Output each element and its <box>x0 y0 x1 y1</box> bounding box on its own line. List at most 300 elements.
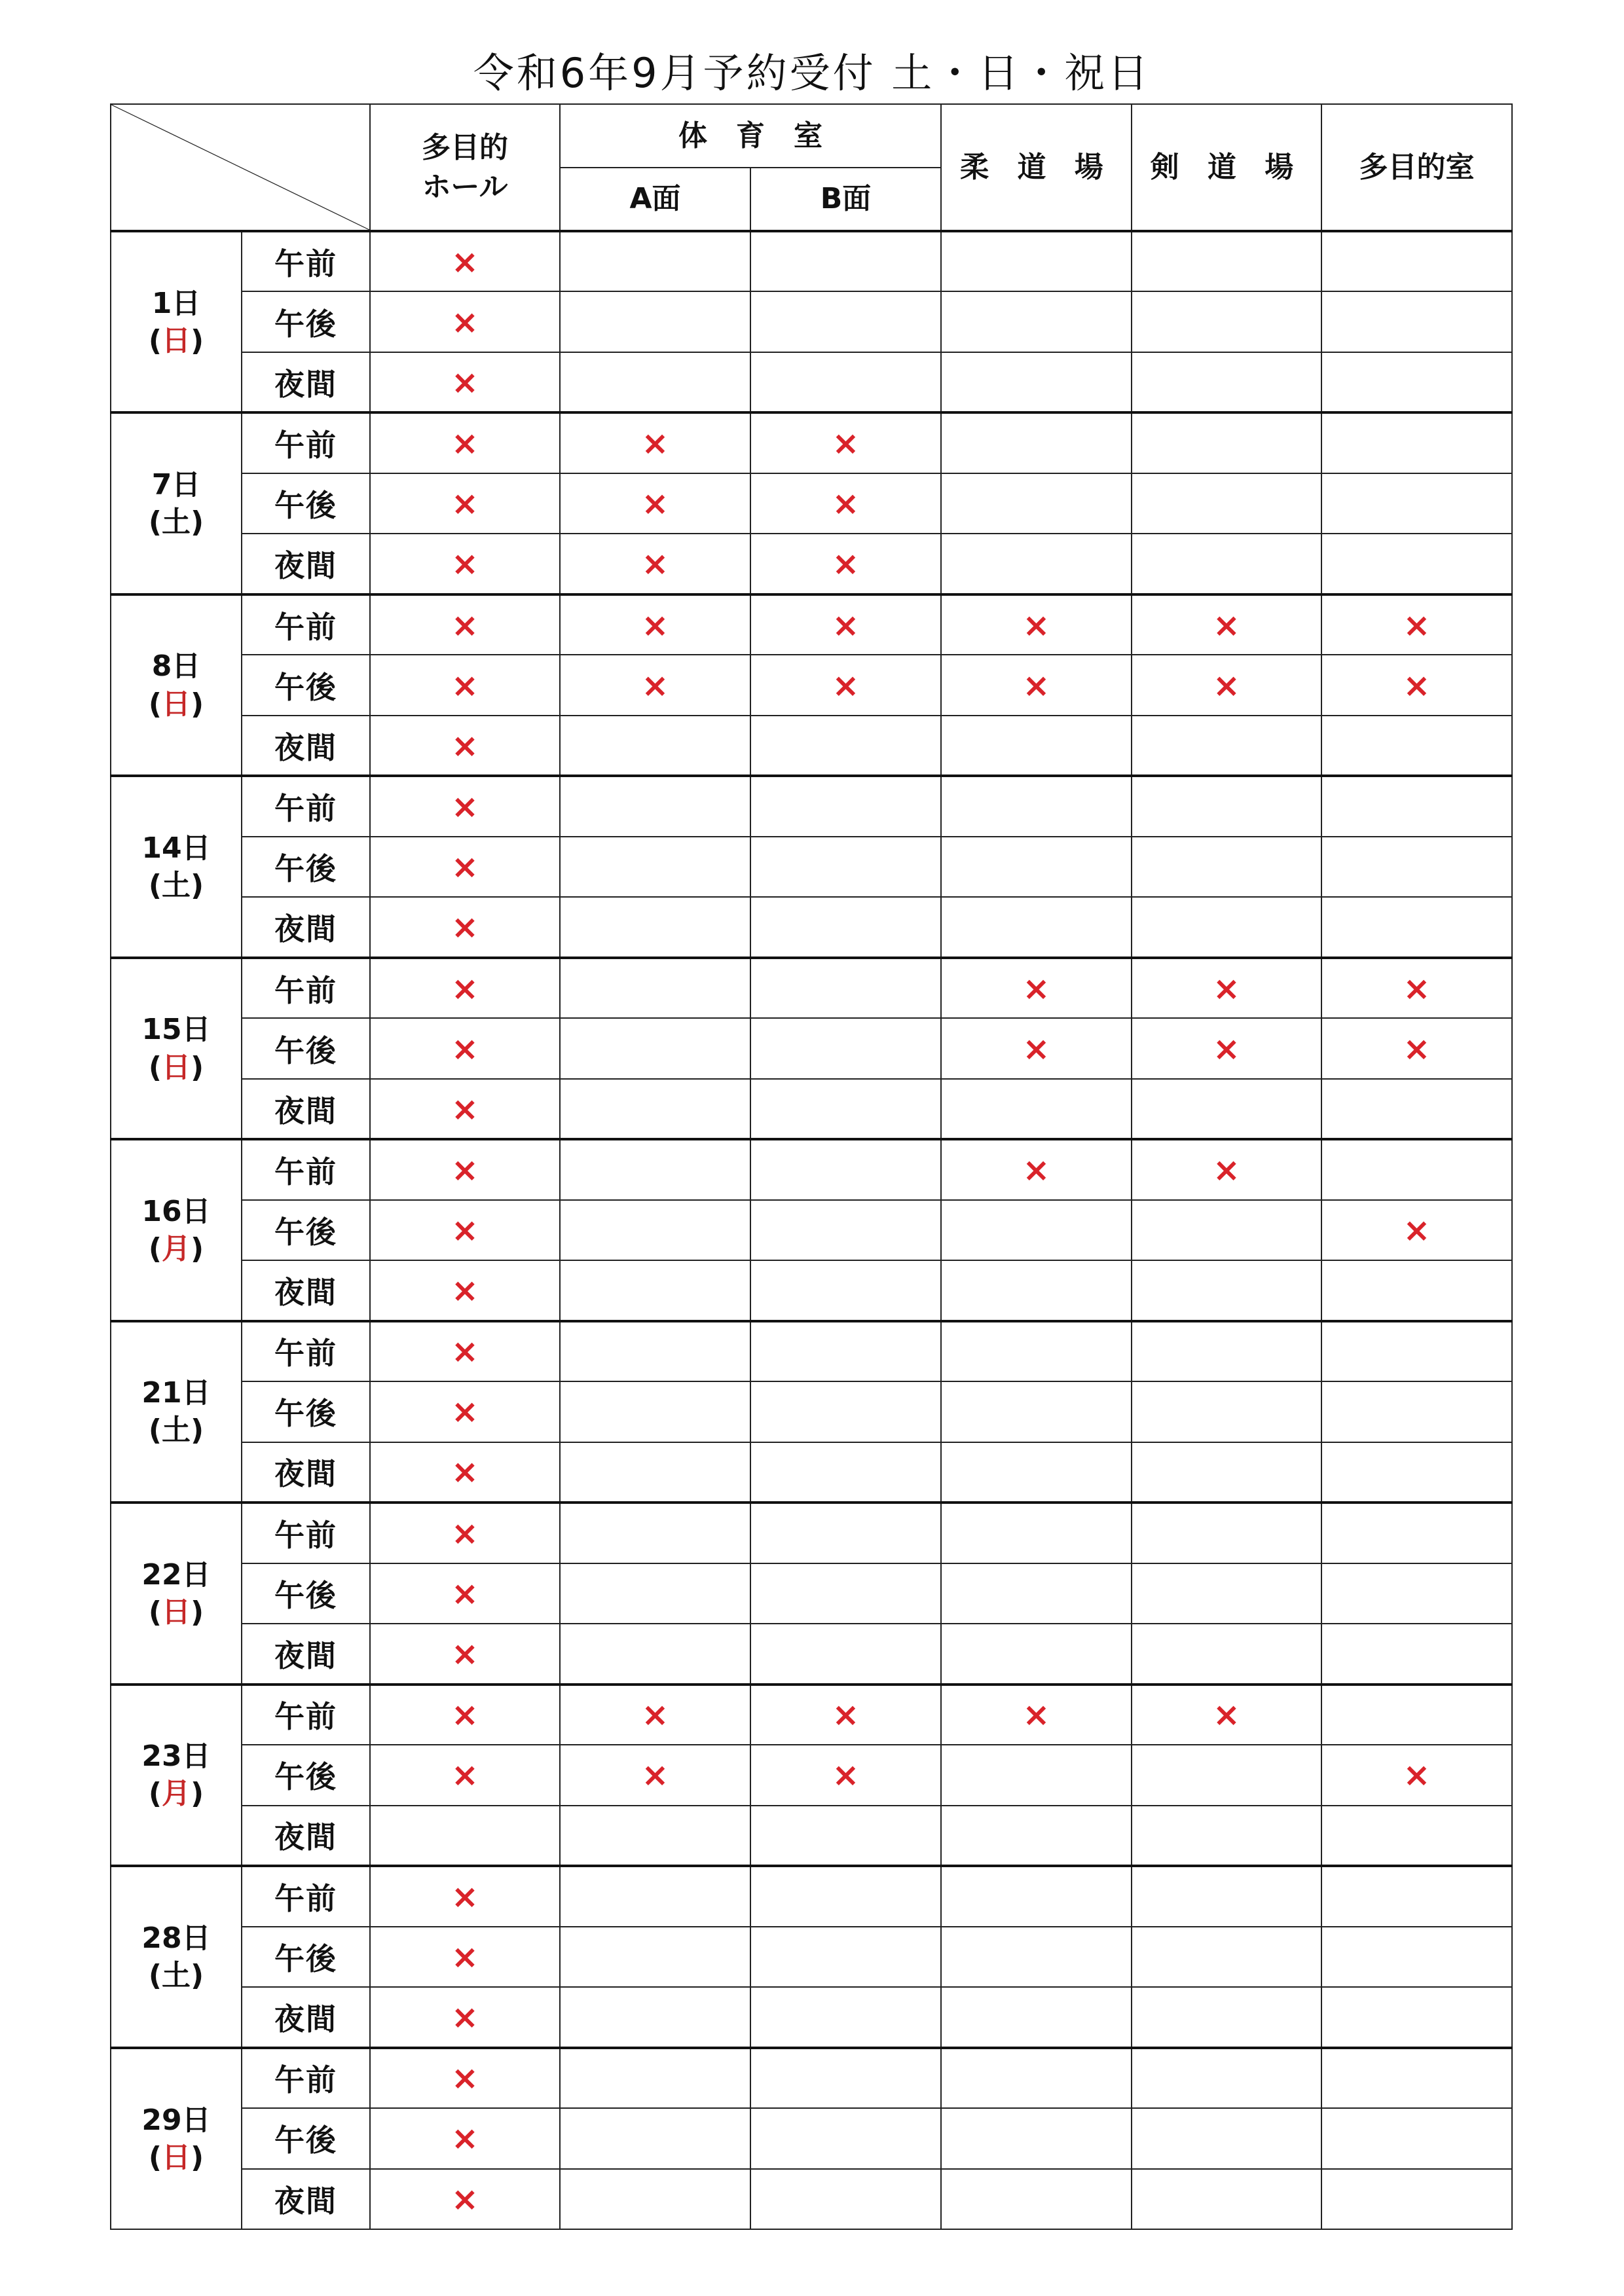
booked-mark-icon: × <box>451 2119 479 2158</box>
paren-open: ( <box>148 687 162 721</box>
date-cell <box>111 412 242 594</box>
booking-cell-multi_room <box>1321 1685 1512 1745</box>
table-row <box>111 1927 1512 1987</box>
time-slot-label: 午前 <box>242 776 370 836</box>
booking-cell-kendo <box>1132 473 1321 534</box>
booked-mark-icon: × <box>451 666 479 704</box>
booking-cell-judo <box>941 1927 1132 1987</box>
booking-cell-gym_a <box>560 1260 750 1321</box>
time-slot-label: 夜間 <box>242 1260 370 1321</box>
time-slot-label: 夜間 <box>242 1624 370 1684</box>
booking-cell-multi_room <box>1321 958 1512 1018</box>
booked-mark-icon: × <box>1213 606 1240 644</box>
booking-cell-kendo <box>1132 1987 1321 2047</box>
date-day: 22日 <box>141 1558 211 1592</box>
booked-mark-icon: × <box>1213 1696 1240 1734</box>
table-row <box>111 1381 1512 1442</box>
time-slot-label: 午後 <box>242 1200 370 1260</box>
booked-mark-icon: × <box>641 484 669 523</box>
booked-mark-icon: × <box>451 1696 479 1734</box>
booking-cell-multi_room <box>1321 716 1512 776</box>
table-row <box>111 1079 1512 1139</box>
paren-close: ) <box>191 869 204 903</box>
booked-mark-icon: × <box>641 545 669 583</box>
booking-cell-kendo <box>1132 1685 1321 1745</box>
booking-cell-gym_a <box>560 231 750 291</box>
time-slot-label: 夜間 <box>242 2169 370 2230</box>
booking-cell-gym_a <box>560 291 750 352</box>
booking-cell-kendo <box>1132 1624 1321 1684</box>
time-slot-label: 午前 <box>242 958 370 1018</box>
booking-cell-gym_b <box>750 1079 941 1139</box>
booked-mark-icon: × <box>451 242 479 281</box>
paren-open: ( <box>148 323 162 357</box>
paren-open: ( <box>148 1050 162 1084</box>
date-weekday-line <box>111 2139 241 2176</box>
booked-mark-icon: × <box>1213 666 1240 704</box>
table-row <box>111 1866 1512 1926</box>
booking-cell-gym_b <box>750 1806 941 1866</box>
booking-cell-kendo <box>1132 1927 1321 1987</box>
booking-cell-multi_room <box>1321 1200 1512 1260</box>
booked-mark-icon: × <box>451 424 479 463</box>
booking-cell-gym_b <box>750 1624 941 1684</box>
booking-cell-gym_a <box>560 412 750 473</box>
booking-cell-kendo <box>1132 2048 1321 2108</box>
table-row <box>111 412 1512 473</box>
time-slot-label: 午前 <box>242 1685 370 1745</box>
time-slot-label: 午前 <box>242 594 370 655</box>
table-row <box>111 473 1512 534</box>
booking-cell-multi_room <box>1321 1018 1512 1078</box>
header-corner-cell <box>111 104 370 231</box>
booked-mark-icon: × <box>1403 1211 1431 1249</box>
booking-cell-hall <box>370 1503 560 1563</box>
booked-mark-icon: × <box>451 1332 479 1371</box>
paren-close: ) <box>191 1231 204 1266</box>
booking-cell-gym_a <box>560 1321 750 1381</box>
paren-close: ) <box>191 1777 204 1811</box>
booking-cell-kendo <box>1132 1018 1321 1078</box>
booked-mark-icon: × <box>451 484 479 523</box>
booked-mark-icon: × <box>1022 1696 1050 1734</box>
booking-cell-gym_b <box>750 594 941 655</box>
date-day: 15日 <box>141 1013 211 1047</box>
booking-cell-gym_a <box>560 2108 750 2168</box>
booking-cell-gym_b <box>750 412 941 473</box>
page-title: 令和6年9月予約受付 土・日・祝日 <box>473 49 1151 97</box>
booking-cell-gym_b <box>750 837 941 897</box>
booking-cell-gym_a <box>560 352 750 412</box>
booked-mark-icon: × <box>451 726 479 765</box>
booking-cell-multi_room <box>1321 1624 1512 1684</box>
booking-cell-gym_b <box>750 2048 941 2108</box>
time-slot-label: 午後 <box>242 1563 370 1624</box>
booked-mark-icon: × <box>832 545 860 583</box>
booking-cell-hall <box>370 1563 560 1624</box>
paren-close: ) <box>191 687 204 721</box>
paren-close: ) <box>191 1413 204 1448</box>
booked-mark-icon: × <box>832 666 860 704</box>
booking-cell-judo <box>941 1200 1132 1260</box>
booking-cell-gym_a <box>560 958 750 1018</box>
booking-cell-multi_room <box>1321 1321 1512 1381</box>
booking-cell-gym_b <box>750 1745 941 1805</box>
booked-mark-icon: × <box>1022 606 1050 644</box>
booking-cell-gym_b <box>750 1321 941 1381</box>
booking-cell-kendo <box>1132 1866 1321 1926</box>
booked-mark-icon: × <box>451 1089 479 1128</box>
time-slot-label: 午前 <box>242 1139 370 1199</box>
date-day: 28日 <box>141 1921 211 1955</box>
booked-mark-icon: × <box>451 1453 479 1491</box>
time-slot-label: 夜間 <box>242 1987 370 2047</box>
booking-cell-gym_a <box>560 655 750 715</box>
booking-cell-hall <box>370 958 560 1018</box>
booking-cell-gym_b <box>750 1381 941 1442</box>
booking-cell-multi_room <box>1321 776 1512 836</box>
booked-mark-icon: × <box>1403 606 1431 644</box>
date-day: 29日 <box>141 2103 211 2137</box>
table-row <box>111 1260 1512 1321</box>
booking-cell-judo <box>941 2169 1132 2230</box>
table-row <box>111 897 1512 957</box>
booking-cell-gym_a <box>560 897 750 957</box>
booking-cell-gym_b <box>750 1866 941 1926</box>
booking-cell-multi_room <box>1321 1987 1512 2047</box>
booking-cell-hall <box>370 594 560 655</box>
booking-cell-multi_room <box>1321 594 1512 655</box>
booking-cell-kendo <box>1132 1745 1321 1805</box>
date-weekday: 日 <box>162 1050 191 1084</box>
booking-cell-multi_room <box>1321 291 1512 352</box>
table-row <box>111 2048 1512 2108</box>
booking-cell-gym_a <box>560 534 750 594</box>
date-cell <box>111 958 242 1139</box>
table-row <box>111 352 1512 412</box>
booking-cell-hall <box>370 1200 560 1260</box>
booking-cell-multi_room <box>1321 1745 1512 1805</box>
date-weekday-line <box>111 1775 241 1812</box>
table-row <box>111 1987 1512 2047</box>
booking-cell-gym_b <box>750 1139 941 1199</box>
time-slot-label: 午前 <box>242 412 370 473</box>
booking-cell-kendo <box>1132 716 1321 776</box>
booked-mark-icon: × <box>641 606 669 644</box>
time-slot-label: 午後 <box>242 291 370 352</box>
booking-cell-judo <box>941 776 1132 836</box>
booking-cell-judo <box>941 1139 1132 1199</box>
booked-mark-icon: × <box>1022 969 1050 1008</box>
time-slot-label: 夜間 <box>242 716 370 776</box>
booking-cell-gym_a <box>560 1018 750 1078</box>
paren-open: ( <box>148 505 162 539</box>
booking-cell-judo <box>941 1685 1132 1745</box>
booking-cell-judo <box>941 1260 1132 1321</box>
date-weekday: 土 <box>162 1413 191 1448</box>
booking-cell-judo <box>941 1018 1132 1078</box>
time-slot-label: 夜間 <box>242 1806 370 1866</box>
time-slot-label: 夜間 <box>242 1442 370 1503</box>
booking-cell-multi_room <box>1321 1927 1512 1987</box>
booking-cell-multi_room <box>1321 1079 1512 1139</box>
booking-cell-judo <box>941 1745 1132 1805</box>
booked-mark-icon: × <box>451 1029 479 1068</box>
booking-cell-judo <box>941 231 1132 291</box>
table-row <box>111 594 1512 655</box>
booking-cell-gym_a <box>560 1987 750 2047</box>
booking-cell-multi_room <box>1321 897 1512 957</box>
booking-cell-hall <box>370 1866 560 1926</box>
booking-cell-gym_b <box>750 776 941 836</box>
booking-cell-judo <box>941 594 1132 655</box>
time-slot-label: 午前 <box>242 1321 370 1381</box>
booking-cell-judo <box>941 1079 1132 1139</box>
paren-open: ( <box>148 1777 162 1811</box>
booked-mark-icon: × <box>451 908 479 947</box>
table-row <box>111 1745 1512 1805</box>
booking-cell-kendo <box>1132 837 1321 897</box>
booking-cell-kendo <box>1132 1442 1321 1503</box>
time-slot-label: 午後 <box>242 1745 370 1805</box>
booking-cell-multi_room <box>1321 1866 1512 1926</box>
booked-mark-icon: × <box>1403 969 1431 1008</box>
time-slot-label: 夜間 <box>242 352 370 412</box>
booking-cell-multi_room <box>1321 1503 1512 1563</box>
booking-cell-hall <box>370 291 560 352</box>
booking-cell-kendo <box>1132 1503 1321 1563</box>
booking-cell-gym_b <box>750 1200 941 1260</box>
booking-cell-kendo <box>1132 958 1321 1018</box>
table-row <box>111 1321 1512 1381</box>
booking-cell-hall <box>370 412 560 473</box>
booking-cell-multi_room <box>1321 1260 1512 1321</box>
header-multi-room-label: 多目的室 <box>1359 150 1475 184</box>
booking-cell-multi_room <box>1321 2169 1512 2230</box>
time-slot-label: 夜間 <box>242 534 370 594</box>
booked-mark-icon: × <box>451 363 479 401</box>
date-cell <box>111 776 242 957</box>
booking-cell-gym_b <box>750 716 941 776</box>
booking-cell-gym_b <box>750 655 941 715</box>
booking-cell-multi_room <box>1321 1381 1512 1442</box>
booked-mark-icon: × <box>451 1756 479 1795</box>
booking-cell-gym_a <box>560 1200 750 1260</box>
header-multi-room <box>1321 104 1512 231</box>
date-cell <box>111 1139 242 1321</box>
booking-cell-kendo <box>1132 231 1321 291</box>
booking-cell-gym_a <box>560 1503 750 1563</box>
booked-mark-icon: × <box>1022 1151 1050 1189</box>
date-weekday-line <box>111 1230 241 1267</box>
booking-cell-gym_b <box>750 1927 941 1987</box>
date-weekday-line <box>111 1594 241 1631</box>
booking-cell-multi_room <box>1321 1563 1512 1624</box>
booking-cell-kendo <box>1132 291 1321 352</box>
booking-cell-gym_a <box>560 1381 750 1442</box>
booking-cell-gym_a <box>560 716 750 776</box>
booking-cell-multi_room <box>1321 534 1512 594</box>
booked-mark-icon: × <box>1403 1756 1431 1795</box>
booked-mark-icon: × <box>451 1393 479 1431</box>
booked-mark-icon: × <box>451 1634 479 1673</box>
booked-mark-icon: × <box>451 1151 479 1189</box>
booking-cell-kendo <box>1132 2169 1321 2230</box>
booking-cell-kendo <box>1132 776 1321 836</box>
booking-cell-gym_a <box>560 473 750 534</box>
booked-mark-icon: × <box>451 606 479 644</box>
booking-cell-multi_room <box>1321 1442 1512 1503</box>
booked-mark-icon: × <box>451 1997 479 2036</box>
booking-cell-judo <box>941 1503 1132 1563</box>
date-weekday: 土 <box>162 869 191 903</box>
corner-diagonal-line <box>111 105 369 230</box>
table-row <box>111 655 1512 715</box>
booking-cell-kendo <box>1132 1139 1321 1199</box>
header-gym <box>560 104 941 168</box>
table-row <box>111 1503 1512 1563</box>
booked-mark-icon: × <box>451 2179 479 2218</box>
booking-cell-gym_a <box>560 1685 750 1745</box>
booking-cell-gym_a <box>560 837 750 897</box>
booking-cell-hall <box>370 2048 560 2108</box>
booking-cell-hall <box>370 897 560 957</box>
booked-mark-icon: × <box>832 484 860 523</box>
paren-close: ) <box>191 505 204 539</box>
booking-cell-kendo <box>1132 412 1321 473</box>
paren-close: ) <box>191 2140 204 2174</box>
date-weekday-line <box>111 1412 241 1449</box>
booked-mark-icon: × <box>1022 666 1050 704</box>
date-day: 16日 <box>141 1194 211 1228</box>
paren-open: ( <box>148 1595 162 1629</box>
booking-cell-multi_room <box>1321 231 1512 291</box>
time-slot-label: 午後 <box>242 2108 370 2168</box>
booking-cell-gym_b <box>750 1442 941 1503</box>
booking-cell-judo <box>941 1624 1132 1684</box>
table-row <box>111 291 1512 352</box>
booking-cell-hall <box>370 534 560 594</box>
booking-cell-gym_b <box>750 473 941 534</box>
booking-cell-hall <box>370 2169 560 2230</box>
table-row <box>111 958 1512 1018</box>
booking-cell-judo <box>941 1987 1132 2047</box>
table-row <box>111 1139 1512 1199</box>
booking-cell-multi_room <box>1321 352 1512 412</box>
paren-close: ) <box>191 1958 204 1992</box>
date-weekday: 日 <box>162 323 191 357</box>
booking-cell-kendo <box>1132 1563 1321 1624</box>
booking-cell-hall <box>370 1260 560 1321</box>
time-slot-label: 午後 <box>242 1018 370 1078</box>
booking-cell-kendo <box>1132 1260 1321 1321</box>
booked-mark-icon: × <box>451 969 479 1008</box>
booking-cell-hall <box>370 837 560 897</box>
booking-cell-judo <box>941 412 1132 473</box>
header-judo-label: 柔 道 場 <box>960 150 1113 184</box>
time-slot-label: 午後 <box>242 837 370 897</box>
date-cell <box>111 1503 242 1684</box>
booking-cell-gym_b <box>750 231 941 291</box>
time-slot-label: 午前 <box>242 2048 370 2108</box>
reservation-table-container <box>110 103 1511 2230</box>
booking-cell-kendo <box>1132 655 1321 715</box>
table-row <box>111 1018 1512 1078</box>
date-weekday-line <box>111 503 241 541</box>
table-row <box>111 1563 1512 1624</box>
date-cell <box>111 1685 242 1866</box>
booked-mark-icon: × <box>832 424 860 463</box>
booked-mark-icon: × <box>451 1937 479 1976</box>
table-row <box>111 534 1512 594</box>
header-gym-label: 体 育 室 <box>678 118 822 153</box>
booking-cell-hall <box>370 473 560 534</box>
table-row <box>111 231 1512 291</box>
booked-mark-icon: × <box>451 788 479 826</box>
booked-mark-icon: × <box>451 1271 479 1309</box>
date-weekday: 日 <box>162 1595 191 1629</box>
booked-mark-icon: × <box>1403 1029 1431 1068</box>
table-row <box>111 1624 1512 1684</box>
date-weekday: 月 <box>162 1777 191 1811</box>
table-row <box>111 837 1512 897</box>
booking-cell-kendo <box>1132 1381 1321 1442</box>
header-judo <box>941 104 1132 231</box>
booking-cell-kendo <box>1132 594 1321 655</box>
booked-mark-icon: × <box>1022 1029 1050 1068</box>
booking-cell-gym_a <box>560 1563 750 1624</box>
header-gym-b <box>750 168 941 231</box>
header-hall-label: 多目的 ホール <box>422 131 508 204</box>
table-row <box>111 1442 1512 1503</box>
booking-cell-kendo <box>1132 1806 1321 1866</box>
booking-cell-kendo <box>1132 352 1321 412</box>
reservation-table-body <box>111 231 1512 2229</box>
booking-cell-hall <box>370 1381 560 1442</box>
booking-cell-gym_a <box>560 1442 750 1503</box>
paren-close: ) <box>191 1595 204 1629</box>
booking-cell-multi_room <box>1321 2048 1512 2108</box>
booking-cell-judo <box>941 1563 1132 1624</box>
paren-close: ) <box>191 323 204 357</box>
table-row <box>111 1806 1512 1866</box>
booking-cell-gym_a <box>560 1079 750 1139</box>
booking-cell-gym_a <box>560 1745 750 1805</box>
booking-cell-kendo <box>1132 2108 1321 2168</box>
booked-mark-icon: × <box>451 1877 479 1916</box>
time-slot-label: 夜間 <box>242 1079 370 1139</box>
time-slot-label: 午前 <box>242 231 370 291</box>
booking-cell-gym_b <box>750 897 941 957</box>
booking-cell-judo <box>941 1381 1132 1442</box>
date-cell <box>111 594 242 776</box>
booking-cell-multi_room <box>1321 655 1512 715</box>
header-gym-a-label: A面 <box>629 182 681 216</box>
booking-cell-judo <box>941 352 1132 412</box>
table-row <box>111 2108 1512 2168</box>
booking-cell-multi_room <box>1321 1806 1512 1866</box>
booked-mark-icon: × <box>832 606 860 644</box>
booking-cell-gym_b <box>750 958 941 1018</box>
booking-cell-gym_b <box>750 291 941 352</box>
paren-close: ) <box>191 1050 204 1084</box>
paren-open: ( <box>148 869 162 903</box>
date-day: 1日 <box>151 286 201 320</box>
time-slot-label: 午後 <box>242 473 370 534</box>
booking-cell-hall <box>370 1987 560 2047</box>
booking-cell-gym_a <box>560 1927 750 1987</box>
booking-cell-hall <box>370 352 560 412</box>
